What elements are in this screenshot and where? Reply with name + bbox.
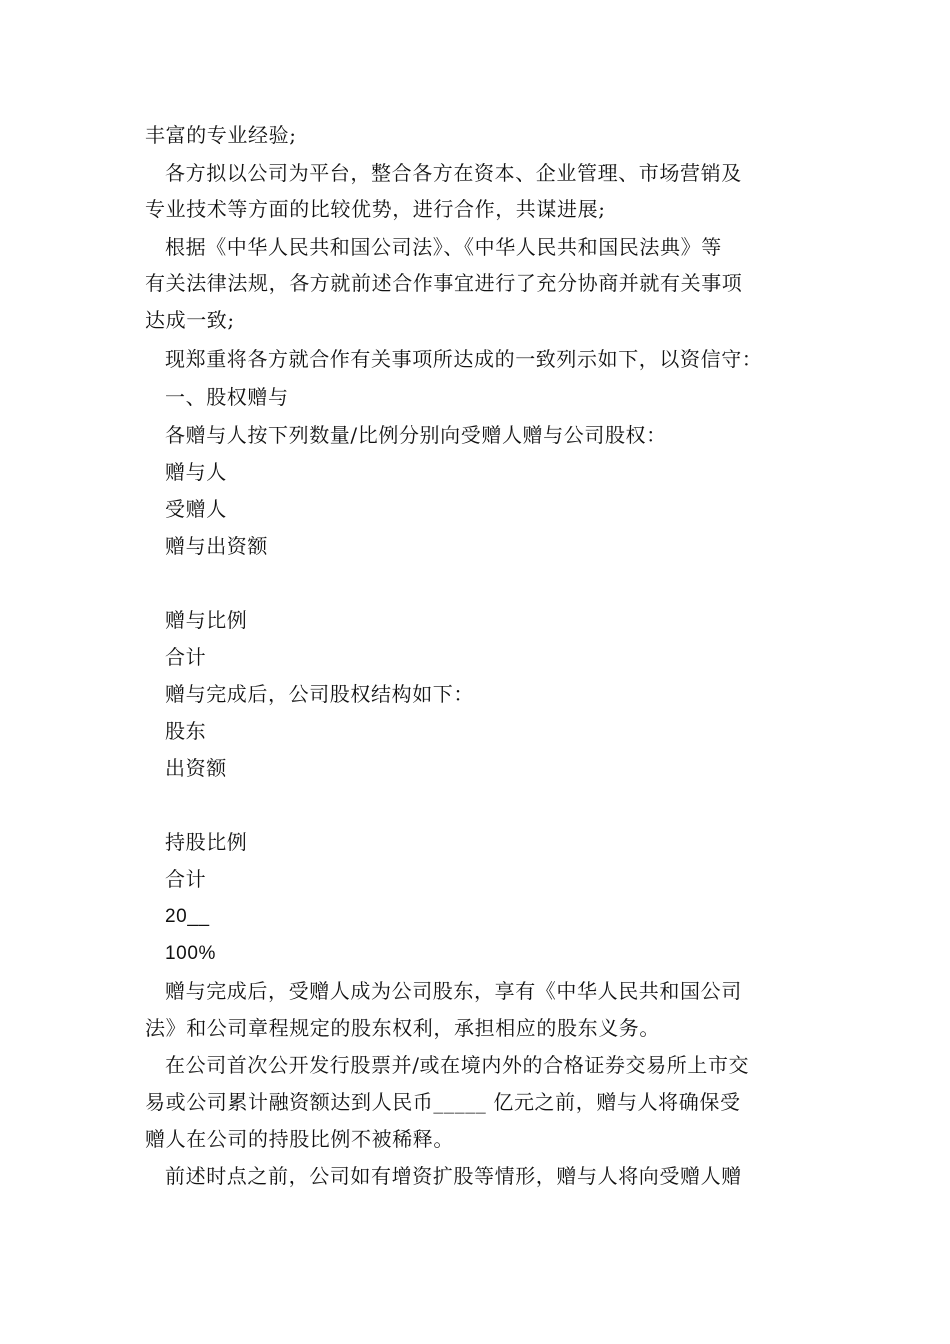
text-line-5: 有关法律法规，各方就前述合作事宜进行了充分协商并就有关事项 <box>145 271 743 295</box>
table-header-donee: 受赠人 <box>165 497 227 521</box>
table-header-capital: 出资额 <box>165 756 227 780</box>
text-line-24: 在公司首次公开发行股票并/或在境内外的合格证券交易所上市交 <box>165 1053 750 1077</box>
text-line-6: 达成一致; <box>145 308 235 332</box>
text-line-7: 现郑重将各方就合作有关事项所达成的一致列示如下，以资信守： <box>165 347 763 371</box>
table-header-donor: 赠与人 <box>165 460 227 484</box>
text-line-23: 法》和公司章程规定的股东权利，承担相应的股东义务。 <box>145 1016 660 1040</box>
text-line-15: 赠与完成后，公司股权结构如下： <box>165 682 474 706</box>
table-header-gift-ratio: 赠与比例 <box>165 608 248 632</box>
text-line-27: 前述时点之前，公司如有增资扩股等情形，赠与人将向受赠人赠 <box>165 1164 742 1188</box>
text-line-3: 专业技术等方面的比较优势，进行合作，共谋进展; <box>145 197 606 221</box>
table-value-percent: 100% <box>165 943 216 964</box>
table-total-2: 合计 <box>165 867 207 891</box>
table-value-year: 20__ <box>165 906 210 927</box>
table-total-1: 合计 <box>165 645 207 669</box>
table-header-shareholder: 股东 <box>165 719 207 743</box>
text-line-9: 各赠与人按下列数量/比例分别向受赠人赠与公司股权： <box>165 423 667 447</box>
text-line-25: 易或公司累计融资额达到人民币_____ 亿元之前，赠与人将确保受 <box>145 1090 741 1114</box>
text-line-2: 各方拟以公司为平台，整合各方在资本、企业管理、市场营销及 <box>165 161 742 185</box>
text-line-1: 丰富的专业经验; <box>145 123 297 147</box>
text-line-26: 赠人在公司的持股比例不被稀释。 <box>145 1127 454 1151</box>
table-header-holding-ratio: 持股比例 <box>165 830 248 854</box>
section-heading: 一、股权赠与 <box>165 385 289 409</box>
text-line-4: 根据《中华人民共和国公司法》、《中华人民共和国民法典》等 <box>165 235 722 259</box>
text-line-22: 赠与完成后，受赠人成为公司股东，享有《中华人民共和国公司 <box>165 979 742 1003</box>
table-header-gift-capital: 赠与出资额 <box>165 534 268 558</box>
